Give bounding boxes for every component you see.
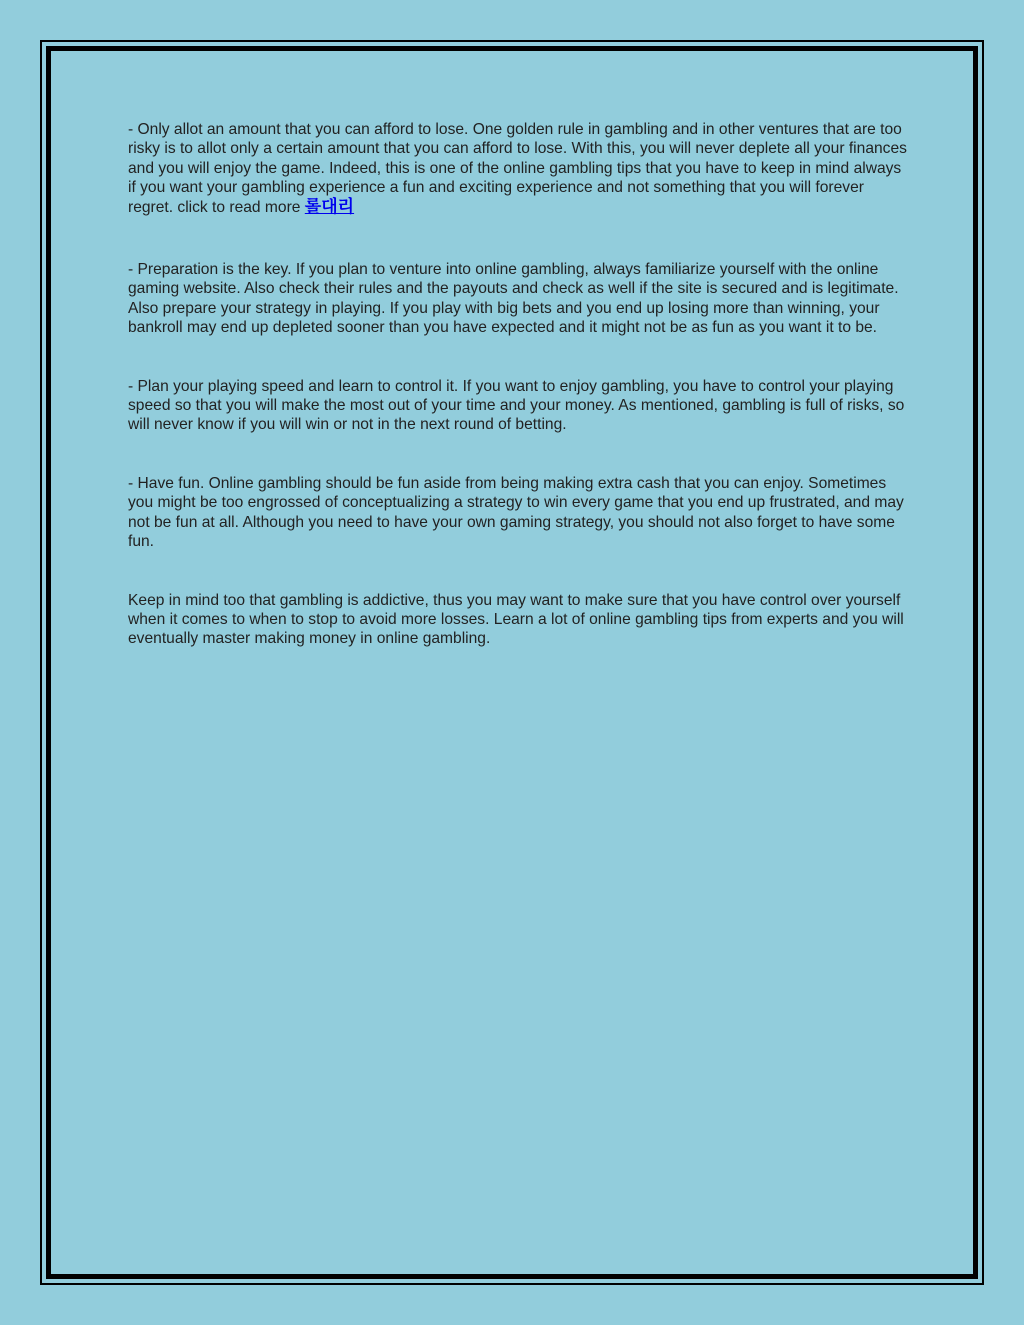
paragraph-afford-to-lose <box>128 120 908 217</box>
paragraph-preparation: - Preparation is the key. If you plan to venture into online gambling, always familiarize yourself with the online gaming website. Also check their rules and the payouts and check as well if the site is secured and is legitimate. Also prepare your strategy in playing. If you play with big bets and you end up losing more than winning, your bankroll may end up depleted sooner than you have expected and it might not be as fun as you want it to be. <box>128 261 899 337</box>
paragraph-have-fun: - Have fun. Online gambling should be fun aside from being making extra cash that you can enjoy. Sometimes you might be too engrossed of conceptualizing a strategy to win every game that you end up frustrated, and may not be fun at all. Although you need to have your own gaming strategy, you should not also forget to have some fun. <box>128 474 904 551</box>
document-body <box>128 120 908 688</box>
paragraph-text: - Only allot an amount that you can afford to lose. One golden rule in gambling and in other ventures that are too risky is to allot only a certain amount that you can afford to lose. With this, you will never deplete all your finances and you will enjoy the game. Indeed, this is one of the online gambling tips that you have to keep in mind always if you want your gambling experience a fun and exciting experience and not something that you will forever regret. click to read more <box>128 121 907 216</box>
read-more-link[interactable]: 롤대리 <box>304 196 355 217</box>
paragraph-conclusion: Keep in mind too that gambling is addictive, thus you may want to make sure that you have control over yourself when it comes to when to stop to avoid more losses. Learn a lot of online gambling tips from experts and you will eventually master making money in online gambling. <box>128 591 904 648</box>
paragraph-playing-speed: - Plan your playing speed and learn to control it. If you want to enjoy gambling, you have to control your playing speed so that you will make the most out of your time and your money. As mentioned, gambling is full of risks, so will never know if you will win or not in the next round of betting. <box>128 377 905 434</box>
